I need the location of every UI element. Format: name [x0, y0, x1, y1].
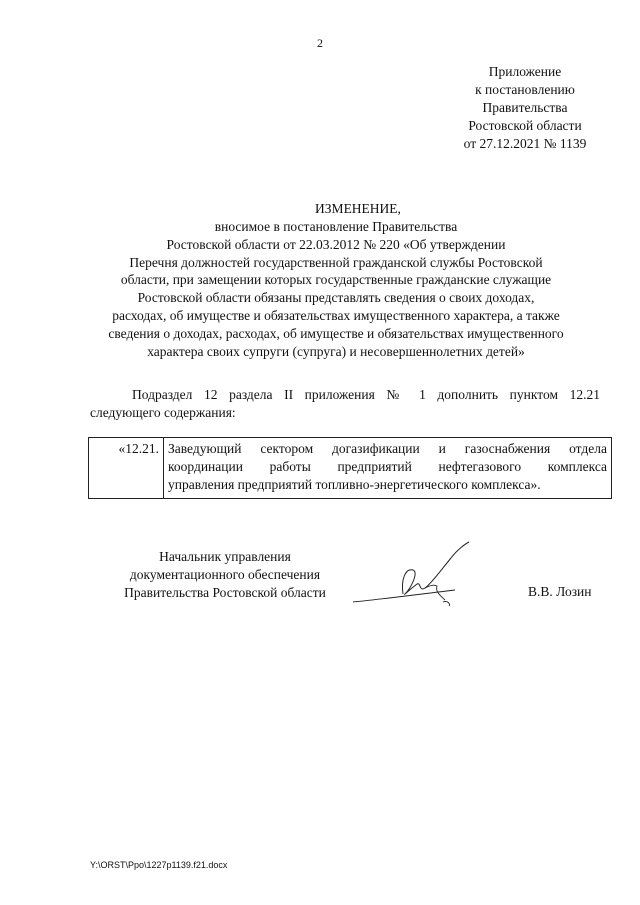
page-number: 2: [317, 36, 323, 50]
signatory-position: [90, 548, 360, 602]
signatory-name: В.В. Лозин: [528, 584, 592, 599]
body-paragraph: [90, 386, 600, 422]
item-text: [164, 438, 612, 499]
position-line: документационного обеспечения: [129, 567, 321, 582]
appendix-line: Ростовской области: [468, 118, 582, 133]
document-subtitle: [60, 218, 612, 360]
appendix-line: Правительства: [482, 100, 568, 115]
handwritten-signature: [345, 540, 485, 620]
subtitle-line: характера своих супруги (супруга) и несовершеннолетних детей»: [147, 343, 525, 359]
amendment-table: [88, 437, 612, 499]
subtitle-line: Ростовской области от 22.03.2012 № 220 «Об утверждении: [166, 236, 506, 252]
item-text-line: координации работы предприятий нефтегазового комплекса: [168, 459, 607, 474]
subtitle-line: Перечня должностей государственной гражданской службы Ростовской: [129, 254, 543, 270]
appendix-line: Приложение: [488, 64, 562, 79]
item-text-line: управления предприятий топливно-энергетического комплекса».: [168, 477, 541, 492]
footer-file-path: Y:\ORST\Ppo\1227p1139.f21.docx: [90, 860, 228, 870]
subtitle-line: сведения о доходах, расходах, об имуществе и обязательствах имущественного: [108, 325, 564, 341]
appendix-line: к постановлению: [475, 82, 575, 97]
appendix-block: [430, 63, 620, 153]
subtitle-line: вносимое в постановление Правительства: [214, 219, 458, 234]
subtitle-line: области, при замещении которых государственные гражданские служащие: [120, 272, 552, 288]
subtitle-line: Ростовской области обязаны представлять сведения о своих доходах,: [137, 290, 535, 306]
position-line: Правительства Ростовской области: [124, 585, 326, 600]
subtitle-line: расходах, об имуществе и обязательствах имущественного характера, а также: [112, 307, 560, 323]
position-line: Начальник управления: [159, 549, 291, 564]
table-row: [89, 438, 612, 499]
appendix-line: от 27.12.2021 № 1139: [463, 136, 587, 151]
paragraph-line: следующего содержания:: [90, 405, 236, 420]
item-text-line: Заведующий сектором догазификации и газоснабжения отдела: [168, 441, 607, 456]
paragraph-line: Подраздел 12 раздела II приложения № 1 дополнить пунктом 12.21: [132, 387, 600, 402]
item-number: «12.21.: [89, 438, 164, 499]
document-title: ИЗМЕНЕНИЕ,: [315, 201, 401, 216]
